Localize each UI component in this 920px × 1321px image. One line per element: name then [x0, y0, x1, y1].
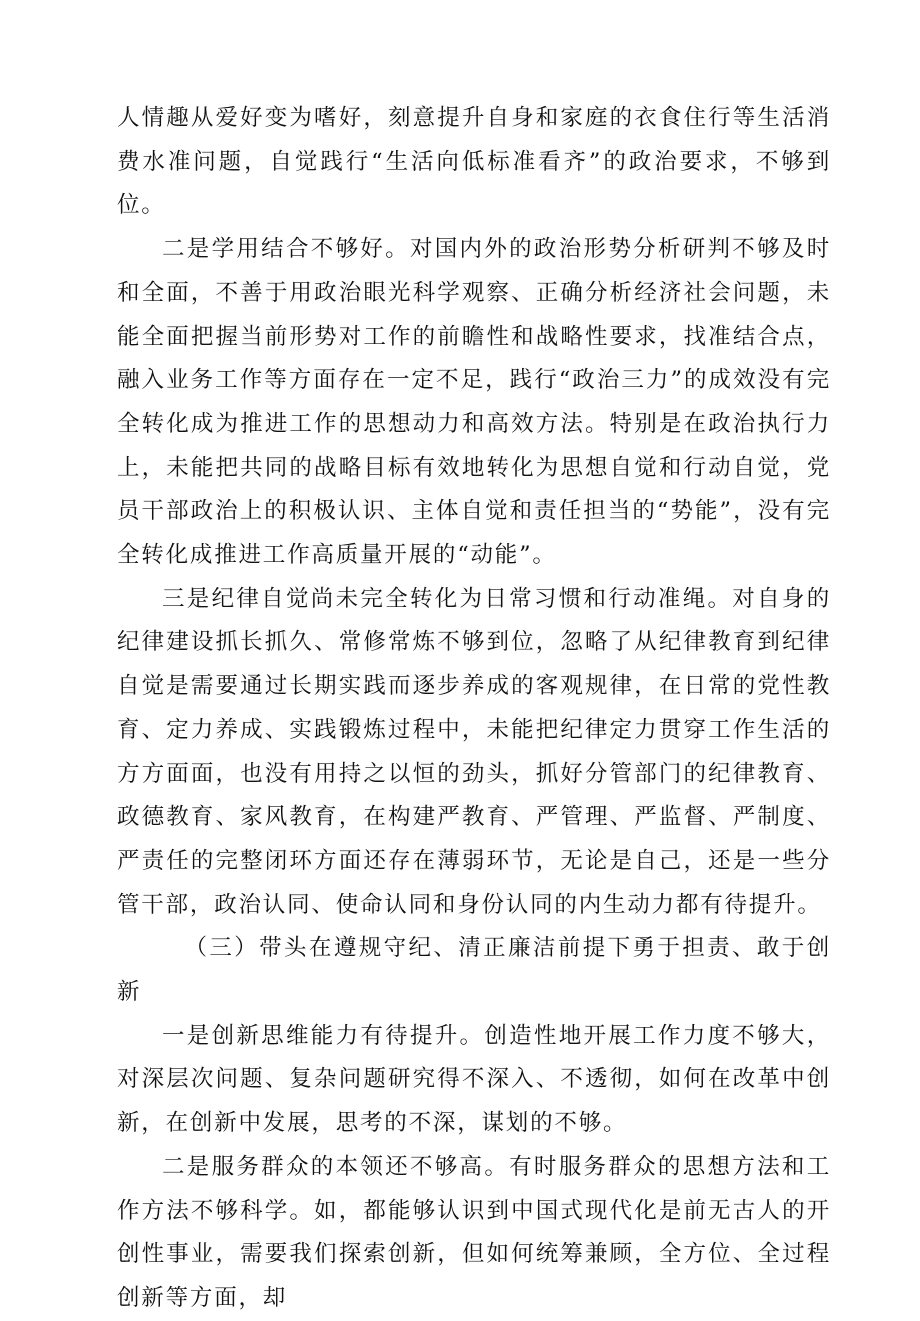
document-body [117, 97, 831, 1321]
paragraph-point-one-innovation: 一是创新思维能力有待提升。创造性地开展工作力度不够大，对深层次问题、复杂问题研究得不深入、不透彻，如何在改革中创新，在创新中发展，思考的不深，谋划的不够。 [117, 1022, 831, 1137]
paragraph-point-two-study: 二是学用结合不够好。对国内外的政治形势分析研判不够及时和全面，不善于用政治眼光科学观察、正确分析经济社会问题，未能全面把握当前形势对工作的前瞻性和战略性要求，找准结合点，融入业务工作等方面存在一定不足，践行“政治三力”的成效没有完全转化成为推进工作的思想动力和高效方法。特别是在政治执行力上，未能把共同的战略目标有效地转化为思想自觉和行动自觉，党员干部政治上的积极认识、主体自觉和责任担当的“势能”，没有完全转化成推进工作高质量开展的“动能”。 [117, 236, 831, 569]
paragraph-point-three-discipline: 三是纪律自觉尚未完全转化为日常习惯和行动准绳。对自身的纪律建设抓长抓久、常修常炼不够到位，忽略了从纪律教育到纪律自觉是需要通过长期实践而逐步养成的客观规律，在日常的党性教育、定力养成、实践锻炼过程中，未能把纪律定力贯穿工作生活的方方面面，也没有用持之以恒的劲头，抓好分管部门的纪律教育、政德教育、家风教育，在构建严教育、严管理、严监督、严制度、严责任的完整闭环方面还存在薄弱环节，无论是自己，还是一些分管干部，政治认同、使命认同和身份认同的内生动力都有待提升。 [117, 585, 831, 918]
paragraph-continued: 人情趣从爱好变为嗜好，刻意提升自身和家庭的衣食住行等生活消费水准问题，自觉践行“生活向低标准看齐”的政治要求，不够到位。 [117, 105, 831, 219]
paragraph-point-two-service: 二是服务群众的本领还不够高。有时服务群众的思想方法和工作方法不够科学。如，都能够认识到中国式现代化是前无古人的开创性事业，需要我们探索创新，但如何统筹兼顾，全方位、全过程创新等方面，却 [117, 1153, 831, 1311]
section-heading-three: （三）带头在遵规守纪、清正廉洁前提下勇于担责、敢于创新 [117, 935, 831, 1006]
